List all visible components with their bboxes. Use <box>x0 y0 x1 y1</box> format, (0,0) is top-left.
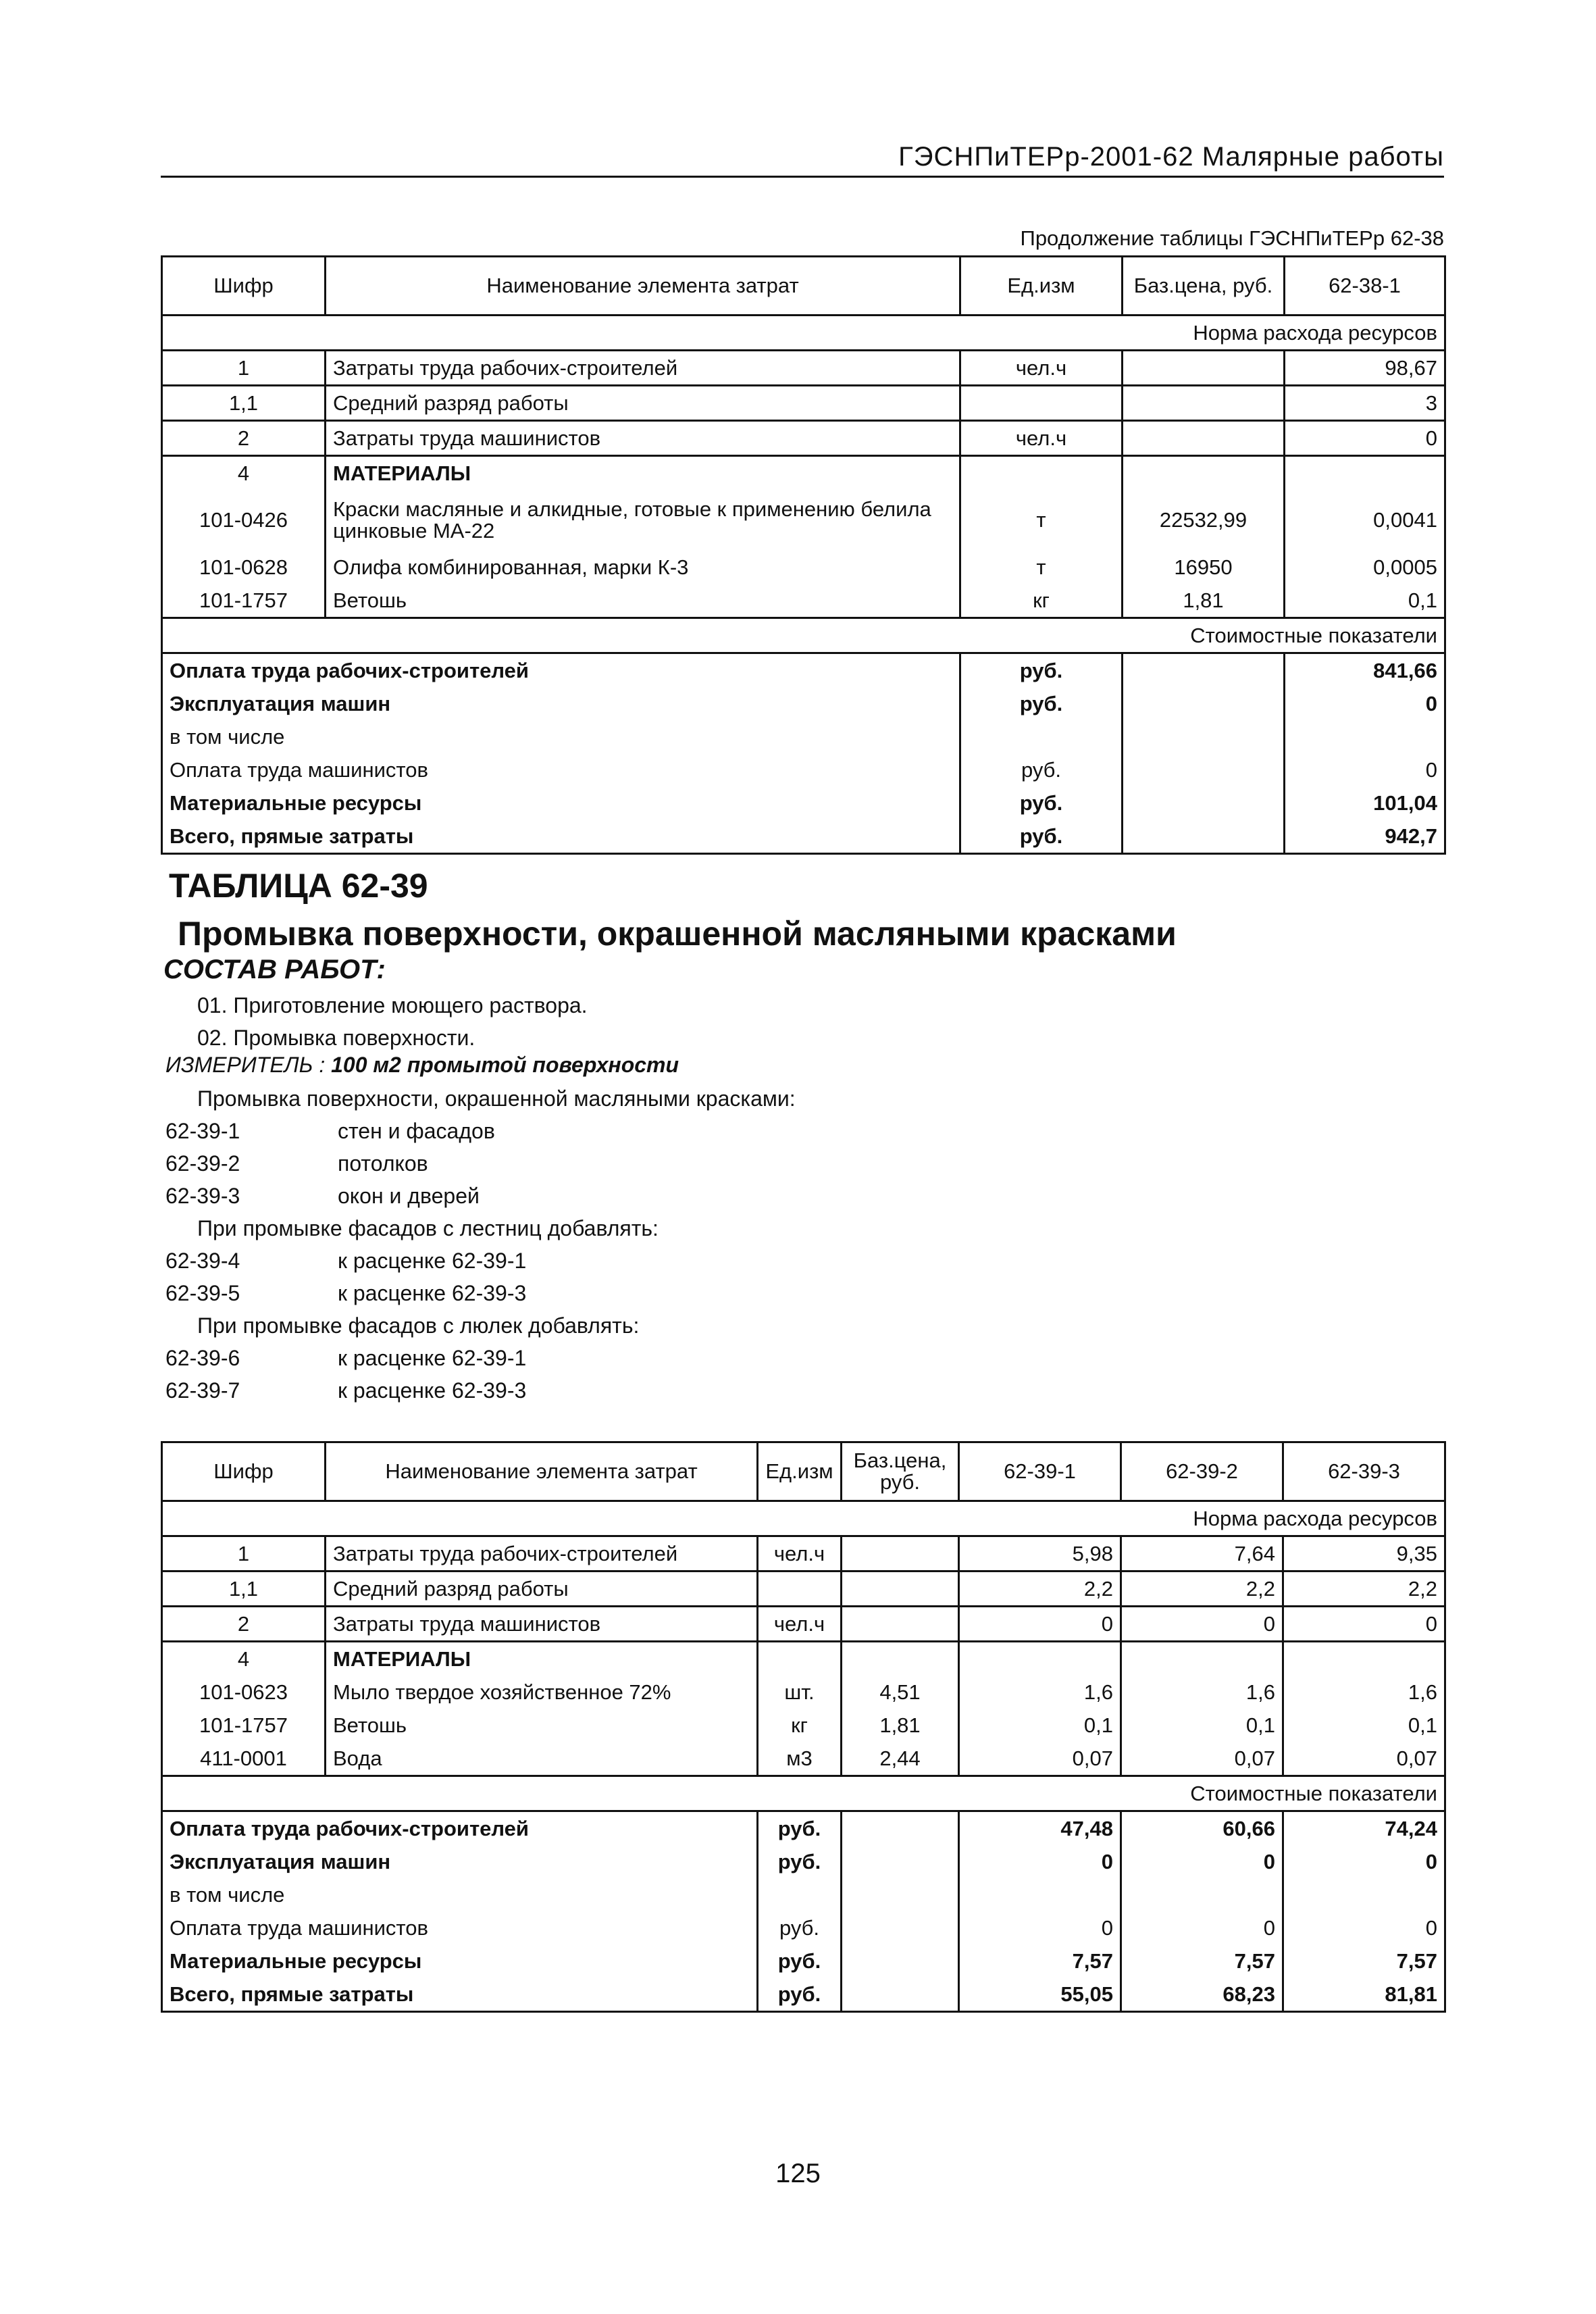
cradle-intro: При промывке фасадов с люлек добавлять: <box>197 1313 640 1338</box>
table1-caption: Продолжение таблицы ГЭСНПиТЕРр 62-38 <box>1020 226 1444 250</box>
table-row: 1,1 Средний разряд работы 3 <box>162 386 1445 421</box>
item-desc: к расценке 62-39-3 <box>338 1378 527 1403</box>
table-row: 101-0426 Краски масляные и алкидные, готовые к применению белила цинковые МА-22 т 22532,99 0,0041 <box>162 490 1445 551</box>
item-code: 62-39-2 <box>165 1151 240 1176</box>
ladder-intro: При промывке фасадов с лестниц добавлять: <box>197 1216 659 1240</box>
item-desc: стен и фасадов <box>338 1119 495 1143</box>
item-code: 62-39-3 <box>165 1184 240 1208</box>
table-row: 101-1757 Ветошь кг 1,81 0,1 0,1 0,1 <box>162 1709 1445 1742</box>
col-header-62-39-3: 62-39-3 <box>1283 1442 1445 1501</box>
col-header-name: Наименование элемента затрат <box>326 1442 758 1501</box>
step-item: 01. Приготовление моющего раствора. <box>197 993 588 1017</box>
summary-row: Эксплуатация машин руб. 0 <box>162 687 1445 720</box>
col-header-unit: Ед.изм <box>960 257 1123 316</box>
summary-row: Всего, прямые затраты руб. 942,7 <box>162 820 1445 854</box>
meter-line <box>165 1053 679 1078</box>
col-header-62-38-1: 62-38-1 <box>1285 257 1445 316</box>
step-item: 02. Промывка поверхности. <box>197 1026 475 1050</box>
table2-band-cost: Стоимостные показатели <box>162 1776 1445 1811</box>
table-row: 2 Затраты труда машинистов чел.ч 0 0 0 <box>162 1607 1445 1642</box>
summary-row: в том числе <box>162 1878 1445 1911</box>
item-desc: окон и дверей <box>338 1184 480 1208</box>
item-desc: к расценке 62-39-1 <box>338 1249 527 1273</box>
col-header-62-39-1: 62-39-1 <box>959 1442 1121 1501</box>
header-rule <box>161 176 1444 178</box>
item-desc: к расценке 62-39-3 <box>338 1281 527 1305</box>
table-title: ТАБЛИЦА 62-39 <box>169 867 428 905</box>
table-row: 101-1757 Ветошь кг 1,81 0,1 <box>162 584 1445 618</box>
summary-row: Оплата труда рабочих-строителей руб. 841,66 <box>162 653 1445 688</box>
summary-row: Всего, прямые затраты руб. 55,05 68,23 81,81 <box>162 1978 1445 2012</box>
page-number: 125 <box>775 2159 821 2188</box>
col-header-62-39-2: 62-39-2 <box>1121 1442 1283 1501</box>
table-row: 4 МАТЕРИАЛЫ <box>162 1642 1445 1676</box>
meter-value: 100 м2 промытой поверхности <box>331 1053 679 1077</box>
table-row: 4 МАТЕРИАЛЫ <box>162 456 1445 491</box>
intro-text: Промывка поверхности, окрашенной масляными красками: <box>197 1086 796 1111</box>
table-row: 1,1 Средний разряд работы 2,2 2,2 2,2 <box>162 1571 1445 1607</box>
item-desc: к расценке 62-39-1 <box>338 1346 527 1370</box>
table-row: 2 Затраты труда машинистов чел.ч 0 <box>162 421 1445 456</box>
sostav-label: СОСТАВ РАБОТ: <box>163 955 386 984</box>
item-desc: потолков <box>338 1151 428 1176</box>
col-header-code: Шифр <box>162 257 326 316</box>
item-code: 62-39-5 <box>165 1281 240 1305</box>
meter-label: ИЗМЕРИТЕЛЬ : <box>165 1053 326 1077</box>
table-row: 101-0623 Мыло твердое хозяйственное 72% шт. 4,51 1,6 1,6 1,6 <box>162 1676 1445 1709</box>
table1-header-row <box>162 257 1445 316</box>
col-header-price: Баз.цена, руб. <box>842 1442 959 1501</box>
table-row: 411-0001 Вода м3 2,44 0,07 0,07 0,07 <box>162 1742 1445 1776</box>
summary-row: Материальные ресурсы руб. 101,04 <box>162 786 1445 820</box>
table1-band-cost: Стоимостные показатели <box>162 618 1445 653</box>
col-header-code: Шифр <box>162 1442 326 1501</box>
summary-row: Оплата труда машинистов руб. 0 <box>162 753 1445 786</box>
table1-band-norm: Норма расхода ресурсов <box>162 316 1445 351</box>
running-title: ГЭСНПиТЕРр-2001-62 Малярные работы <box>898 142 1444 172</box>
table-row: 1 Затраты труда рабочих-строителей чел.ч 98,67 <box>162 351 1445 386</box>
col-header-unit: Ед.изм <box>758 1442 842 1501</box>
item-code: 62-39-6 <box>165 1346 240 1370</box>
item-code: 62-39-1 <box>165 1119 240 1143</box>
item-code: 62-39-4 <box>165 1249 240 1273</box>
summary-row: Эксплуатация машин руб. 0 0 0 <box>162 1845 1445 1878</box>
col-header-price: Баз.цена, руб. <box>1123 257 1285 316</box>
table-62-38 <box>161 255 1446 855</box>
table2-header-row <box>162 1442 1445 1501</box>
summary-row: Материальные ресурсы руб. 7,57 7,57 7,57 <box>162 1944 1445 1978</box>
col-header-name: Наименование элемента затрат <box>326 257 960 316</box>
table-row: 1 Затраты труда рабочих-строителей чел.ч 5,98 7,64 9,35 <box>162 1536 1445 1571</box>
item-code: 62-39-7 <box>165 1378 240 1403</box>
summary-row: в том числе <box>162 720 1445 753</box>
table2-band-norm: Норма расхода ресурсов <box>162 1501 1445 1536</box>
table-row: 101-0628 Олифа комбинированная, марки К-3 т 16950 0,0005 <box>162 551 1445 584</box>
summary-row: Оплата труда рабочих-строителей руб. 47,48 60,66 74,24 <box>162 1811 1445 1846</box>
table-subtitle: Промывка поверхности, окрашенной масляными красками <box>178 915 1177 953</box>
table-62-39 <box>161 1441 1446 2013</box>
summary-row: Оплата труда машинистов руб. 0 0 0 <box>162 1911 1445 1944</box>
